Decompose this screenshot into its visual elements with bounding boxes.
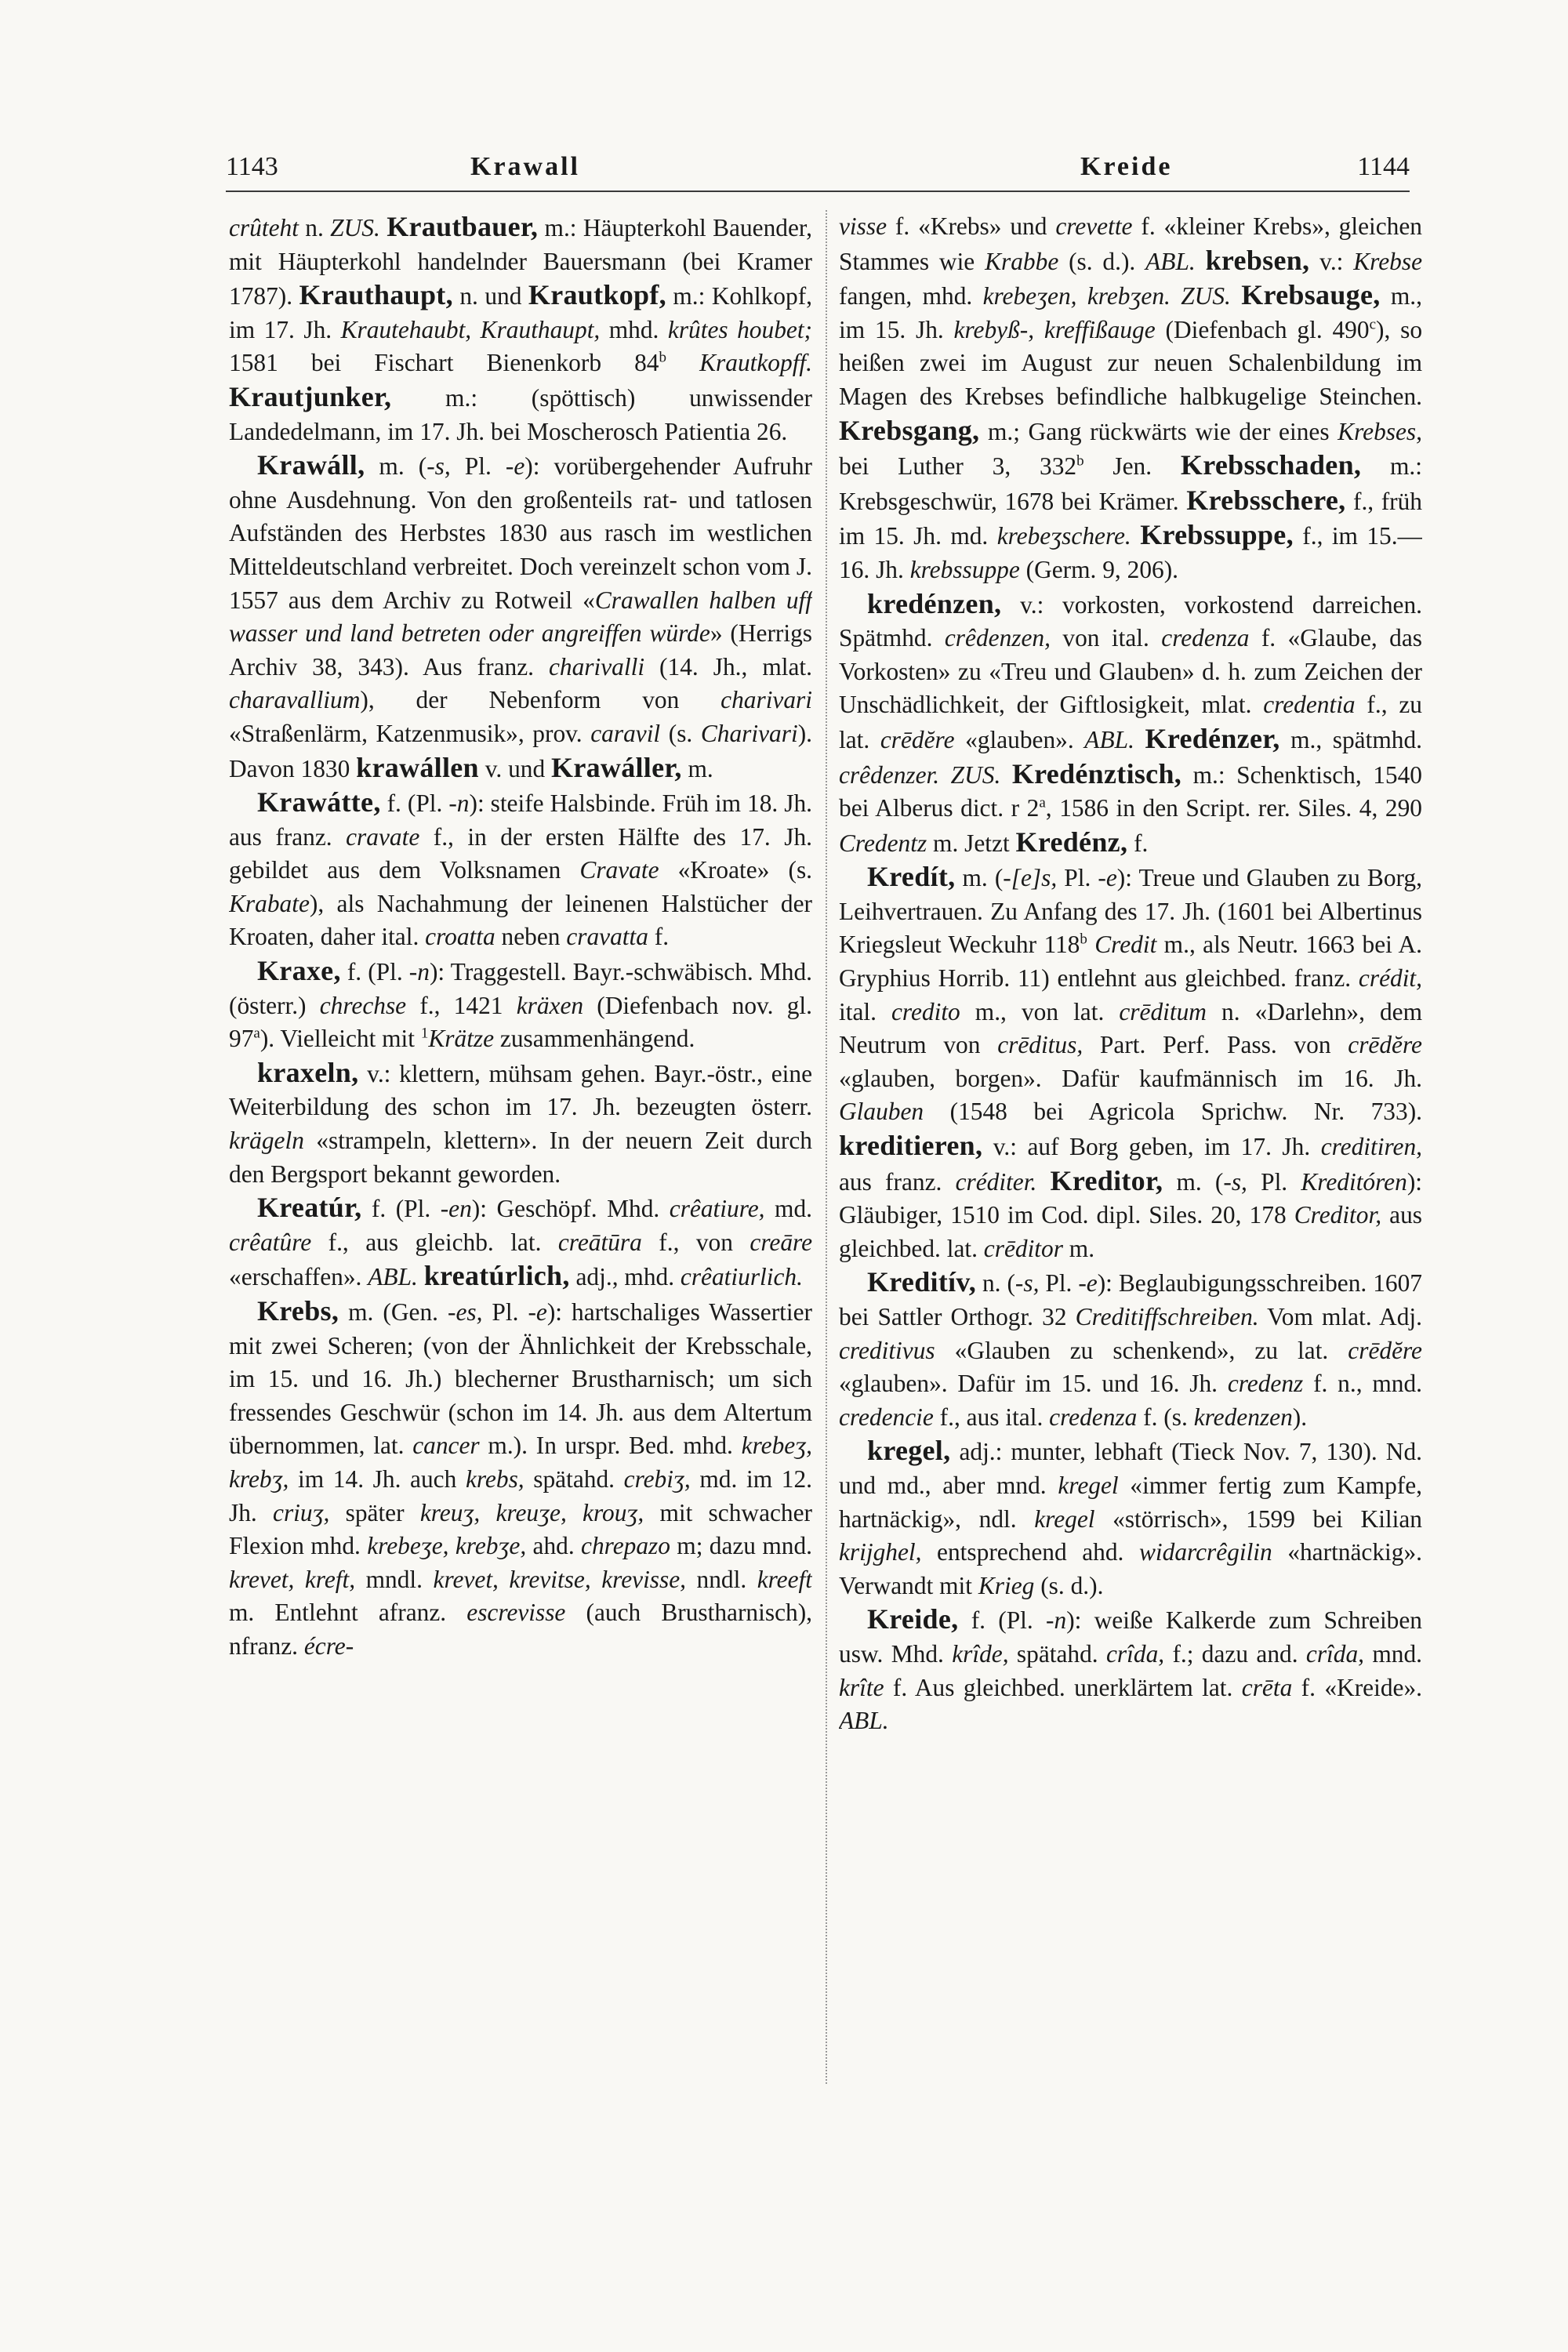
text: -en: [440, 1195, 472, 1223]
text: crēditum: [1119, 997, 1207, 1025]
text: ).: [1292, 1403, 1308, 1431]
text: m.: [681, 754, 713, 782]
text: kredenzen: [1193, 1403, 1293, 1431]
lemma: Kredénz,: [1015, 826, 1128, 858]
text: n. «Darlehn», dem Neutrum von: [839, 997, 1422, 1059]
text: ZUS.: [1181, 282, 1231, 310]
text: f., in der ersten Hälfte des 17. Jh. gebildet aus dem Volksnamen: [229, 822, 812, 884]
text: entsprechend ahd.: [921, 1538, 1139, 1566]
lemma: kraxeln,: [257, 1056, 359, 1088]
text: adj., mhd.: [569, 1263, 681, 1291]
text: mit schwacher Flexion mhd.: [229, 1498, 812, 1560]
text: ), als Nachahmung der leinenen Halstücher der Kroaten, daher ital.: [229, 889, 812, 951]
lemma: Krautbauer,: [387, 211, 539, 242]
entry-krebs-continued: [839, 210, 1422, 587]
text: Jen.: [1083, 452, 1181, 481]
text: (Diefenbach gl. 490: [1155, 315, 1370, 343]
text: m.; Gang rückwärts wie der eines: [979, 417, 1338, 445]
text: crevette: [1055, 212, 1133, 240]
text: f. «Kreide».: [1292, 1673, 1422, 1701]
text: m. (: [365, 452, 427, 481]
lemma: Kreatúr,: [257, 1192, 362, 1224]
text: -n: [448, 789, 470, 818]
text: f. n., mnd.: [1303, 1370, 1422, 1398]
text: -s,: [426, 452, 451, 481]
text: b: [659, 349, 666, 366]
text: krevet, kreft,: [229, 1565, 356, 1593]
lemma: Krebsschaden,: [1180, 449, 1362, 481]
text: Krautehaubt, Krauthaupt,: [340, 315, 601, 343]
text: -e: [505, 452, 525, 481]
text: ): Treue und Glauben zu Borg, Leihvertrauen. Zu Anfang des 17. Jh. (1601 bei Albertinus Kriegsleut Weckuhr 118: [839, 864, 1422, 959]
text: (1548 bei Agricola Sprichw. Nr. 733).: [924, 1098, 1422, 1126]
text: 1: [420, 1025, 429, 1042]
text: v.: auf Borg geben, im 17. Jh.: [982, 1133, 1321, 1161]
text: aus gleichbed. lat.: [839, 1201, 1422, 1262]
lemma: kredénzen,: [867, 587, 1002, 619]
text: krîde,: [952, 1639, 1009, 1668]
text: charavallium: [229, 686, 361, 714]
text: nndl.: [686, 1565, 757, 1593]
page-header: [226, 149, 1410, 196]
text: -e: [1078, 1269, 1098, 1298]
text: b: [1080, 931, 1087, 948]
lemma: Krebsgang,: [839, 414, 980, 446]
text: später: [329, 1498, 420, 1526]
text: Krebse: [1353, 247, 1422, 275]
text: md. im 12. Jh.: [229, 1465, 812, 1526]
text: -[e]s,: [1003, 864, 1058, 892]
text: cravatta: [566, 923, 648, 951]
text: im 14. Jh. auch: [289, 1465, 466, 1493]
text: m. Entlehnt afranz.: [229, 1599, 467, 1627]
text: f.: [1127, 829, 1149, 857]
text: 1581 bei Fischart Bienenkorb 84: [229, 349, 659, 377]
text: m.: Schenktisch, 1540 bei Alberus dict. r 2: [839, 760, 1422, 822]
lemma: Krebsauge,: [1241, 279, 1381, 311]
text: f. (Pl.: [361, 1195, 441, 1223]
lemma: Kreide,: [867, 1603, 959, 1635]
text: ZUS.: [330, 214, 380, 241]
text: Krabbe: [985, 247, 1059, 275]
text: charivari: [720, 686, 812, 714]
text: ABL.: [1145, 247, 1196, 275]
text: f. «kleiner Krebs», gleichen Stammes wie: [839, 212, 1422, 275]
text: creditivus: [839, 1336, 935, 1364]
text: ): Traggestell. Bayr.-schwäbisch. Mhd. (österr.): [229, 958, 812, 1019]
text: creditiren,: [1320, 1133, 1422, 1161]
lemma: Krebssuppe,: [1140, 519, 1294, 551]
text: ): hartschaliges Wassertier mit zwei Scheren; (von der Ähnlichkeit der Krebsschale, im 15. und 16. Jh.) blecherner Brustharnisch; um sich fressendes Geschwür (schon im 14. Jh. aus dem Altertum übernommen, lat.: [229, 1298, 812, 1460]
text: krebeʒe, krebʒe,: [367, 1532, 527, 1560]
page-number-right: 1144: [1357, 152, 1410, 181]
text: f., im 15.—16. Jh.: [839, 522, 1422, 583]
text: kreuʒ, kreuʒe, krouʒ,: [419, 1498, 644, 1526]
text: f., 1421: [406, 991, 517, 1019]
entry-krautbauer: [229, 210, 812, 448]
text: krebeʒschere.: [996, 522, 1131, 550]
text: Krabate: [229, 889, 310, 917]
text: ), der Nebenform von: [360, 686, 721, 714]
text: chrepazo: [581, 1532, 670, 1560]
text: krûtes houbet;: [667, 315, 812, 343]
text: ital.: [839, 997, 891, 1025]
text: escrevisse: [466, 1599, 566, 1627]
text: m., spätmhd.: [1279, 725, 1422, 753]
entry-kraxe: [229, 954, 812, 1056]
text: zusammenhängend.: [494, 1025, 695, 1053]
text: f. «Glaube, das Vorkosten» zu «Treu und Glauben» d. h. zum Zeichen der Unschädlichkeit, der Giftlosigkeit, mlat.: [839, 624, 1422, 719]
text: f., aus ital.: [933, 1403, 1050, 1431]
text: crêatiurlich.: [680, 1263, 803, 1291]
text: ABL.: [1084, 725, 1134, 753]
lemma: Krebsschere,: [1186, 484, 1346, 516]
text: krebssuppe: [909, 555, 1020, 583]
text: ): Geschöpf. Mhd.: [471, 1195, 670, 1223]
text: crēdĕre: [1348, 1031, 1422, 1059]
text: Pl.: [1039, 1269, 1079, 1298]
text: Part. Perf. Pass. von: [1083, 1031, 1348, 1059]
lemma: Krawáller,: [551, 751, 682, 783]
text: crēditus,: [997, 1031, 1083, 1059]
entry-krawatte: [229, 786, 812, 954]
text: «Kroate» (s.: [659, 856, 812, 884]
text: krägeln: [229, 1127, 304, 1155]
text: [1171, 282, 1181, 310]
text: [1087, 931, 1094, 958]
text: ABL.: [839, 1707, 889, 1735]
text: charivalli: [548, 652, 645, 681]
text: krebyß-, kreffißauge: [953, 315, 1156, 343]
entry-kregel: [839, 1434, 1422, 1602]
lemma: Krautjunker,: [229, 380, 392, 412]
text: crédit,: [1358, 964, 1422, 993]
text: krebs,: [465, 1465, 524, 1493]
text: -n: [408, 958, 430, 986]
text: mhd.: [600, 315, 668, 343]
text: ), so heißen zwei im August zur neuen Schalenbildung im Magen des Krebses befindliche halbkugelige Steinchen.: [839, 315, 1422, 410]
text: «Glauben zu schenkend», zu lat.: [935, 1336, 1348, 1364]
text: Pl.: [1247, 1167, 1301, 1196]
text: m.: (spöttisch) unwissender Landedelmann, im 17. Jh. bei Moscherosch Patientia 26.: [229, 383, 812, 445]
lemma: Kredénzer,: [1145, 722, 1280, 754]
text: widarcrêgilin: [1138, 1538, 1272, 1566]
text: (s. d.).: [1058, 247, 1146, 275]
text: f. (Pl.: [380, 789, 449, 818]
text: credencie: [839, 1403, 934, 1431]
text: crêdenzen,: [944, 624, 1051, 652]
text: mnd.: [1364, 1639, 1422, 1668]
text: spätahd.: [524, 1465, 624, 1493]
text: f., aus gleichb. lat.: [311, 1228, 558, 1256]
text: krebeʒen, krebʒen.: [982, 282, 1171, 310]
text: caravil: [590, 719, 661, 747]
lemma: kreditieren,: [839, 1130, 983, 1162]
column-divider: [826, 210, 828, 2084]
text: ZUS.: [950, 760, 1001, 789]
text: [666, 349, 699, 376]
text: [380, 214, 387, 241]
lemma: Krauthaupt,: [299, 279, 453, 311]
running-head-right: Kreide: [1080, 152, 1173, 181]
text: Pl.: [1057, 864, 1098, 892]
text: Glauben: [839, 1098, 924, 1126]
text: visse: [839, 212, 887, 240]
text: «Straßenlärm, Katzenmusik», prov.: [229, 719, 591, 747]
text: criuʒ,: [273, 1498, 330, 1526]
text: chrechse: [319, 991, 407, 1019]
text: von ital.: [1050, 624, 1162, 652]
text: «störrisch», 1599 bei Kilian: [1094, 1504, 1422, 1533]
text: (s. d.).: [1034, 1571, 1104, 1599]
text: cravate: [346, 822, 420, 851]
text: n.: [298, 214, 331, 241]
text: , 1586 in den Script. rer. Siles. 4, 290: [1045, 794, 1422, 822]
text: fangen, mhd.: [839, 282, 983, 310]
text: Cravate: [579, 856, 659, 884]
text: Creditor,: [1294, 1201, 1382, 1229]
entry-kredit: [839, 860, 1422, 1265]
text: n. (: [976, 1269, 1015, 1298]
text: kräxen: [516, 991, 584, 1019]
lemma: Krebs,: [257, 1295, 339, 1327]
text: Krautkopff.: [699, 349, 812, 377]
text: «glauben».: [954, 725, 1085, 753]
text: «hartnäckig». Verwandt mit: [839, 1538, 1422, 1599]
text: credenza: [1161, 624, 1250, 652]
text: m. (Gen.: [339, 1298, 448, 1326]
text: v.: klettern, mühsam gehen. Bayr.-östr., eine Weiterbildung des schon im 17. Jh. bezeugten österr.: [229, 1059, 812, 1121]
entry-kredenzen: [839, 587, 1422, 861]
text: f. (s.: [1137, 1403, 1194, 1431]
text: (s.: [660, 719, 701, 747]
text: crîda,: [1305, 1639, 1365, 1668]
text: [939, 761, 951, 789]
page-number-left: 1143: [226, 152, 278, 181]
text: Charivari: [700, 719, 798, 747]
lemma: Kredít,: [867, 861, 956, 893]
text: bei Luther 3, 332: [839, 452, 1077, 481]
text: a: [1039, 794, 1046, 811]
entry-kreditiv: [839, 1265, 1422, 1434]
text: crêatiure,: [669, 1195, 765, 1223]
text: m., als Neutr. 1663 bei A. Gryphius Horrib. 11) entlehnt aus gleichbed. franz.: [839, 931, 1422, 993]
text: cancer: [412, 1432, 480, 1460]
left-column: [229, 210, 812, 2080]
running-head-left: Krawall: [470, 152, 580, 181]
text: [1134, 726, 1145, 753]
text: Pl.: [450, 452, 506, 481]
text: b: [1076, 452, 1084, 470]
text: [418, 1263, 424, 1290]
text: f.: [648, 923, 670, 951]
text: m.: Kohlkopf, im 17. Jh.: [229, 282, 812, 343]
text: -s,: [1014, 1269, 1040, 1298]
text: Kreditóren: [1301, 1167, 1407, 1196]
text: crebiʒ,: [623, 1465, 691, 1493]
text: ): steife Halsbinde. Früh im 18. Jh. aus franz.: [229, 789, 812, 851]
right-column: [839, 210, 1422, 2080]
text: «glauben, borgen». Dafür kaufmännisch im 16. Jh.: [839, 1064, 1422, 1092]
text: m., von lat.: [960, 997, 1120, 1025]
text: m. Jetzt: [927, 829, 1016, 857]
text: m., im 15. Jh.: [839, 282, 1422, 343]
text: -s,: [1223, 1167, 1247, 1196]
text: credito: [891, 997, 960, 1025]
entry-kreatur: [229, 1191, 812, 1294]
text: -es,: [447, 1298, 483, 1326]
text: krevet, krevitse, krevisse,: [433, 1565, 686, 1593]
text: kreeft: [757, 1565, 812, 1593]
entry-kraxeln: [229, 1056, 812, 1191]
text: neben: [495, 923, 567, 951]
text: krîte: [839, 1673, 884, 1701]
text: [1036, 1168, 1050, 1196]
entry-kreide: [839, 1602, 1422, 1737]
text: ): Gläubiger, 1510 im Cod. dipl. Siles. 20, 178: [839, 1167, 1422, 1229]
text: Krieg: [978, 1571, 1035, 1599]
text: f., von: [641, 1228, 750, 1256]
lemma: Kraxe,: [257, 955, 341, 987]
text: [1000, 761, 1012, 789]
lemma: krebsen,: [1205, 244, 1310, 276]
text: crēta: [1241, 1673, 1293, 1701]
text: f. «Krebs» und: [887, 212, 1056, 240]
text: Pl.: [482, 1298, 528, 1326]
text: v.: vorkosten, vorkostend darreichen. Spätmhd.: [839, 590, 1422, 652]
text: Krebses,: [1338, 417, 1422, 445]
text: créditer.: [955, 1167, 1037, 1196]
text: Creditiffschreiben.: [1075, 1303, 1259, 1330]
text: croatta: [425, 923, 495, 951]
text: credenza: [1049, 1403, 1138, 1431]
text: -e: [1098, 864, 1117, 892]
text: Crawallen halben uff wasser und land betreten oder angreiffen würde: [229, 586, 812, 648]
text: -e: [528, 1298, 547, 1326]
text: f., zu lat.: [839, 691, 1422, 753]
text: m; dazu mnd.: [670, 1532, 812, 1560]
text: [1196, 248, 1206, 275]
entry-krawall: [229, 448, 812, 786]
text: f., früh im 15. Jh. md.: [839, 487, 1422, 550]
entry-krebs: [229, 1294, 812, 1664]
text: m.). In urspr. Bed. mhd.: [479, 1432, 742, 1460]
text: a: [253, 1025, 260, 1042]
text: ): Beglaubigungsschreiben. 1607 bei Sattler Orthogr. 32: [839, 1269, 1422, 1330]
text: Credentz: [839, 829, 927, 857]
text: credenz: [1227, 1370, 1304, 1398]
text: creāre: [750, 1228, 812, 1256]
text: krebeʒ, krebʒ,: [229, 1432, 812, 1493]
lemma: Krawáll,: [257, 449, 365, 481]
text: crêdenzer.: [839, 760, 940, 789]
text: ): vorübergehender Aufruhr ohne Ausdehnung. Von den großenteils rat- und tatlosen Aufständen des Herbstes 1830 aus rasch im westlichen Mitteldeutschland verbreitet. Doch vereinzelt schon vom J. 1557 aus dem Archiv zu Rotweil «: [229, 452, 812, 614]
text: mndl.: [355, 1565, 434, 1593]
lemma: Kredénztisch,: [1011, 757, 1182, 789]
text: » (Herrigs Archiv 38, 343). Aus franz.: [229, 619, 812, 681]
text: credentia: [1263, 691, 1356, 719]
text: f. (Pl.: [958, 1606, 1047, 1635]
text: creātūra: [557, 1228, 642, 1256]
lemma: krawállen: [356, 751, 479, 783]
text: ahd.: [526, 1532, 582, 1560]
text: crûteht: [229, 214, 299, 241]
text: v.:: [1309, 247, 1354, 275]
text: kregel: [1058, 1471, 1119, 1499]
text: crêatûre: [229, 1228, 312, 1256]
text: [1131, 522, 1140, 550]
text: m.: [1062, 1234, 1095, 1262]
text: crēdĕre: [880, 725, 955, 753]
text: ABL.: [368, 1263, 418, 1291]
lemma: Kreditor,: [1050, 1164, 1163, 1196]
text: adj.: munter, lebhaft (Tieck Nov. 7, 130). Nd. und md., aber mnd.: [839, 1438, 1422, 1499]
text: (auch Brustharnisch), nfranz.: [229, 1599, 812, 1660]
text: «immer fertig zum Kampfe, hartnäckig», ndl.: [839, 1471, 1422, 1533]
text: «erschaffen».: [229, 1263, 368, 1291]
text: kregel: [1034, 1504, 1095, 1533]
text: spätahd.: [1008, 1639, 1106, 1668]
text: Vom mlat. Adj.: [1258, 1303, 1422, 1330]
text: écre-: [303, 1632, 354, 1660]
text: f. Aus gleichbed. unerklärtem lat.: [884, 1673, 1242, 1701]
text: f. (Pl.: [340, 958, 409, 986]
text: -n: [1046, 1606, 1067, 1635]
text: f.; dazu and.: [1164, 1639, 1306, 1668]
text: (14. Jh., mlat.: [644, 652, 812, 681]
text: Krätze: [428, 1025, 495, 1053]
lemma: kreatúrlich,: [423, 1260, 570, 1292]
text: ). Vielleicht mit: [260, 1025, 421, 1053]
text: Credit: [1094, 931, 1157, 959]
text: crîda,: [1106, 1639, 1165, 1668]
text: (Diefenbach nov. gl. 97: [229, 991, 812, 1053]
text: m. (: [1163, 1167, 1224, 1196]
text: md.: [764, 1195, 812, 1223]
text: aus franz.: [839, 1167, 956, 1196]
text: m.: Häupterkohl Bauender, mit Häupterkohl handelnder Bauersmann (bei Kramer 1787).: [229, 214, 812, 310]
lemma: Krawátte,: [257, 786, 381, 818]
text: «glauben». Dafür im 15. und 16. Jh.: [839, 1370, 1228, 1398]
header-rule: [226, 191, 1410, 192]
text: c: [1369, 316, 1376, 333]
text: (Germ. 9, 206).: [1019, 555, 1179, 583]
text: krijghel,: [839, 1538, 922, 1566]
lemma: Krautkopf,: [528, 279, 666, 311]
lemma: kregel,: [867, 1435, 951, 1467]
text: n. und: [452, 282, 528, 310]
text: crēdĕre: [1348, 1336, 1422, 1364]
text: ). Davon 1830: [229, 719, 812, 782]
text: «strampeln, klettern». In der neuern Zeit durch den Bergsport bekannt geworden.: [229, 1127, 812, 1188]
text: m. (: [955, 864, 1004, 892]
text: m.: Krebsgeschwür, 1678 bei Krämer.: [839, 452, 1422, 515]
text: v. und: [478, 754, 552, 782]
lemma: Kreditív,: [867, 1266, 977, 1298]
text: ): weiße Kalkerde zum Schreiben usw. Mhd.: [839, 1606, 1422, 1668]
text: crēditor: [983, 1234, 1063, 1262]
text: [1231, 282, 1241, 310]
